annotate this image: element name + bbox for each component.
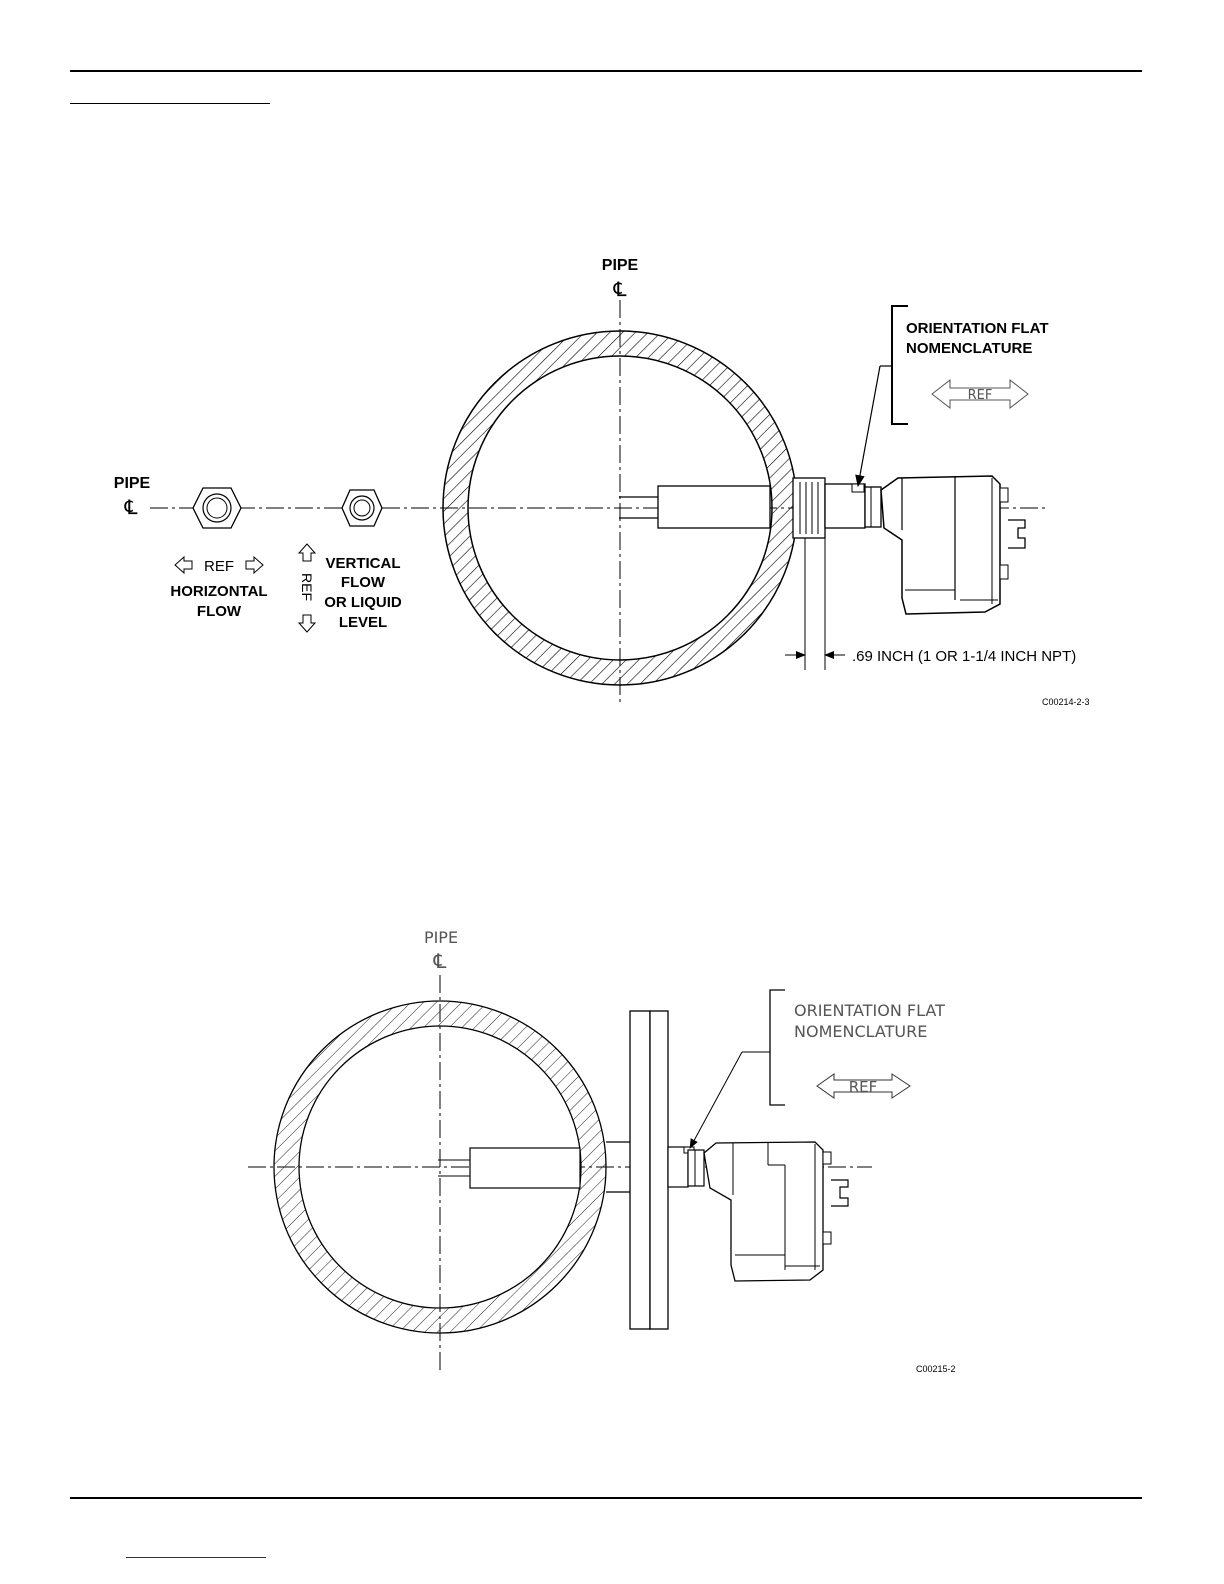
fig2-centerline-symbol: ℄ — [433, 949, 447, 973]
fig2-pipe-label: PIPE — [423, 928, 459, 947]
fig2-code: C00215-2 — [916, 1364, 956, 1374]
fig2-orientation-line2: NOMENCLATURE — [794, 1022, 928, 1041]
fig2-probe-tube — [470, 1148, 580, 1188]
fig2-orientation-line1: ORIENTATION FLAT — [794, 1001, 945, 1020]
fig2-ref-label: REF — [848, 1078, 878, 1096]
